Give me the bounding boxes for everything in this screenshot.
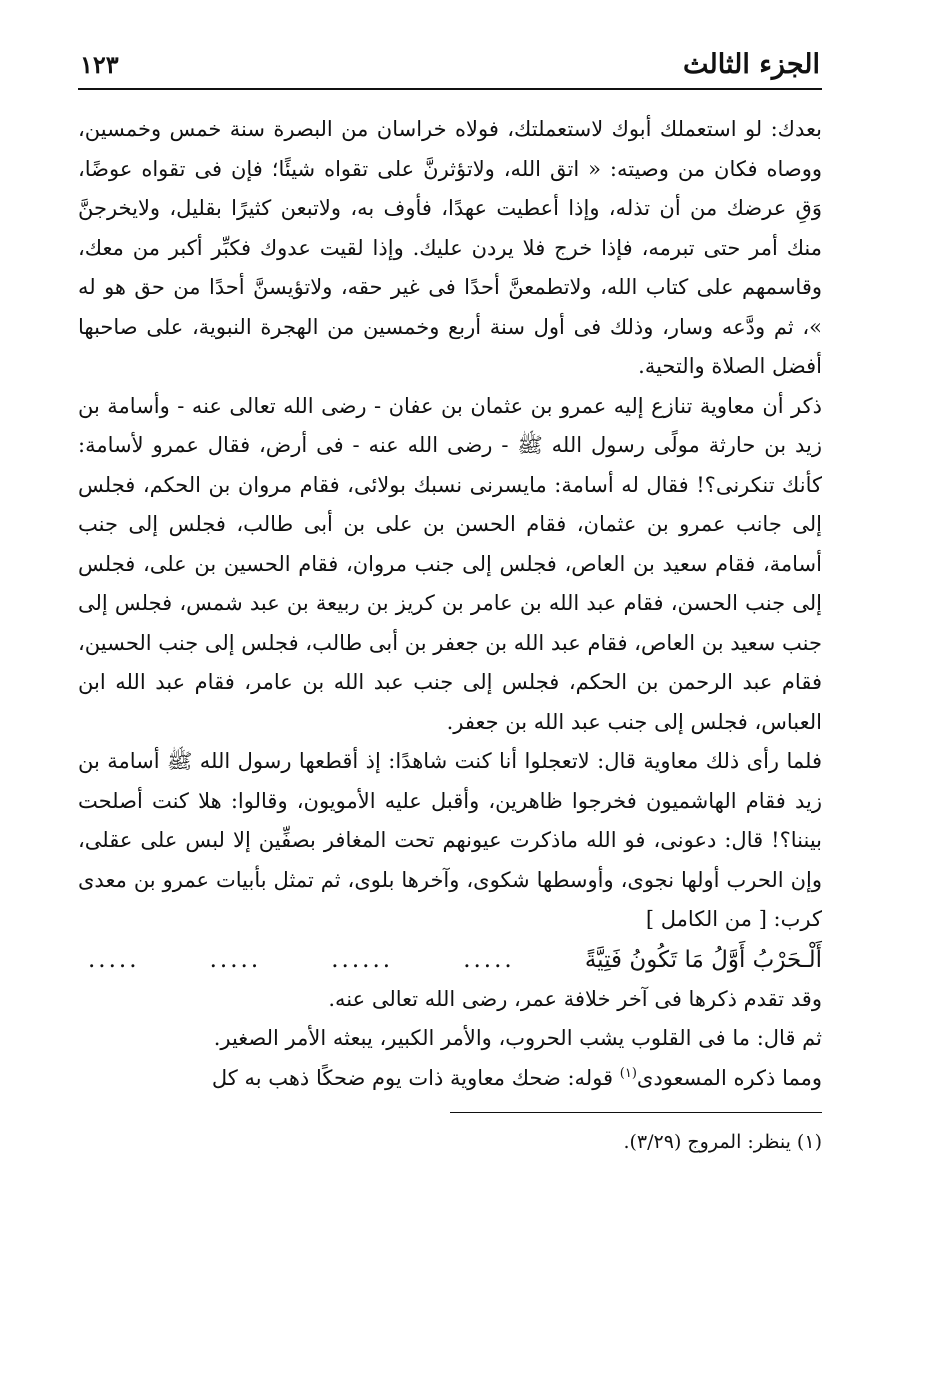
paragraph — [78, 1059, 822, 1099]
footnote: (١) ينظر: المروج (٣/٢٩). — [623, 1131, 822, 1153]
paragraph: بعدك: لو استعملك أبوك لاستعملتك، فولاه خراسان من البصرة سنة خمس وخمسين، ووصاه فكان من وصيته: « اتق الله، ولاتؤثرنَّ على تقواه شيئًا؛ فإن فى تقواه عوضًا، وَقِ عرضك من أن تذله، وإذا أعطيت عهدًا، فأوف به، ولاتبعن كثيرًا بقليل، ولايخرجنَّ منك أمر حتى تبرمه، فإذا خرج فلا يردن عليك. وإذا لقيت عدوك فكبِّر أكبر من معك، وقاسمهم على كتاب الله، ولاتطمعنَّ أحدًا فى غير حقه، ولاتؤيسنَّ أحدًا من حق هو له »، ثم ودَّعه وسار، وذلك فى أول سنة أربع وخمسين من الهجرة النبوية، على صاحبها أفضل الصلاة والتحية. — [78, 117, 822, 378]
paragraph: وقد تقدم ذكرها فى آخر خلافة عمر، رضى الله تعالى عنه. — [328, 986, 822, 1011]
verse-ellipsis: ..... — [463, 946, 515, 973]
poetry-verse — [78, 940, 822, 980]
paragraph: فلما رأى ذلك معاوية قال: لاتعجلوا أنا كنت شاهدًا: إذ أقطعها رسول الله ﷺ أسامة بن زيد فقام الهاشميون فخرجوا ظاهرين، وأقبل عليه الأمويون، وقالوا: هلا كنت أصلحت بيننا؟! قال: دعونى، فو الله ماذكرت عيونهم تحت المغافر بصفِّين إلا لبس على عقلى، وإن الحرب أولها نجوى، وأوسطها شكوى، وآخرها بلوى، ثم تمثل بأبيات عمرو بن معدى كرب: [ من الكامل ] — [78, 749, 822, 931]
body-text — [78, 110, 822, 1098]
footnote-reference[interactable]: (١) — [619, 1065, 637, 1081]
section-title: الجزء الثالث — [683, 49, 820, 80]
verse-ellipsis: ..... — [88, 946, 140, 973]
verse-ellipsis: ...... — [331, 946, 394, 973]
paragraph-text: قوله: ضحك معاوية ذات يوم ضحكًا ذهب به كل — [211, 1065, 620, 1090]
verse-ellipsis: ..... — [209, 946, 262, 973]
page-number: ١٢٣ — [80, 50, 119, 79]
footnote-divider — [450, 1112, 822, 1113]
paragraph: ثم قال: ما فى القلوب يشب الحروب، والأمر الكبير، يبعثه الأمر الصغير. — [213, 1026, 822, 1050]
verse-hemistich: أَلْـحَرْبُ أَوَّلُ مَا تَكُونُ فَتِيَّةً — [584, 946, 822, 973]
paragraph-text: ومما ذكره المسعودى — [636, 1065, 822, 1090]
book-page — [78, 48, 822, 1157]
paragraph: ذكر أن معاوية تنازع إليه عمرو بن عثمان بن عفان - رضى الله تعالى عنه - وأسامة بن زيد بن حارثة مولًى رسول الله ﷺ - رضى الله عنه - فى أرض، فقال عمرو لأسامة: كأنك تنكرنى؟! فقال له أسامة: مايسرنى نسبك بولائى، فقام مروان بن الحكم، فجلس إلى جانب عمرو بن عثمان، فقام الحسن بن على بن أبى طالب، فجلس إلى جنب أسامة، فقام سعيد بن العاص، فجلس إلى جنب مروان، فقام الحسين بن على، فجلس إلى جنب الحسن، فقام عبد الله بن عامر بن كريز بن ربيعة بن عبد شمس، فجلس إلى جنب سعيد بن العاص، فقام عبد الله بن جعفر بن أبى طالب، فجلس إلى جنب الحسين، فقام عبد الرحمن بن الحكم، فجلس إلى جنب عبد الله بن عامر، فقام عبد الله ابن العباس، فجلس إلى جنب عبد الله بن جعفر. — [77, 393, 822, 734]
running-header — [78, 48, 822, 90]
